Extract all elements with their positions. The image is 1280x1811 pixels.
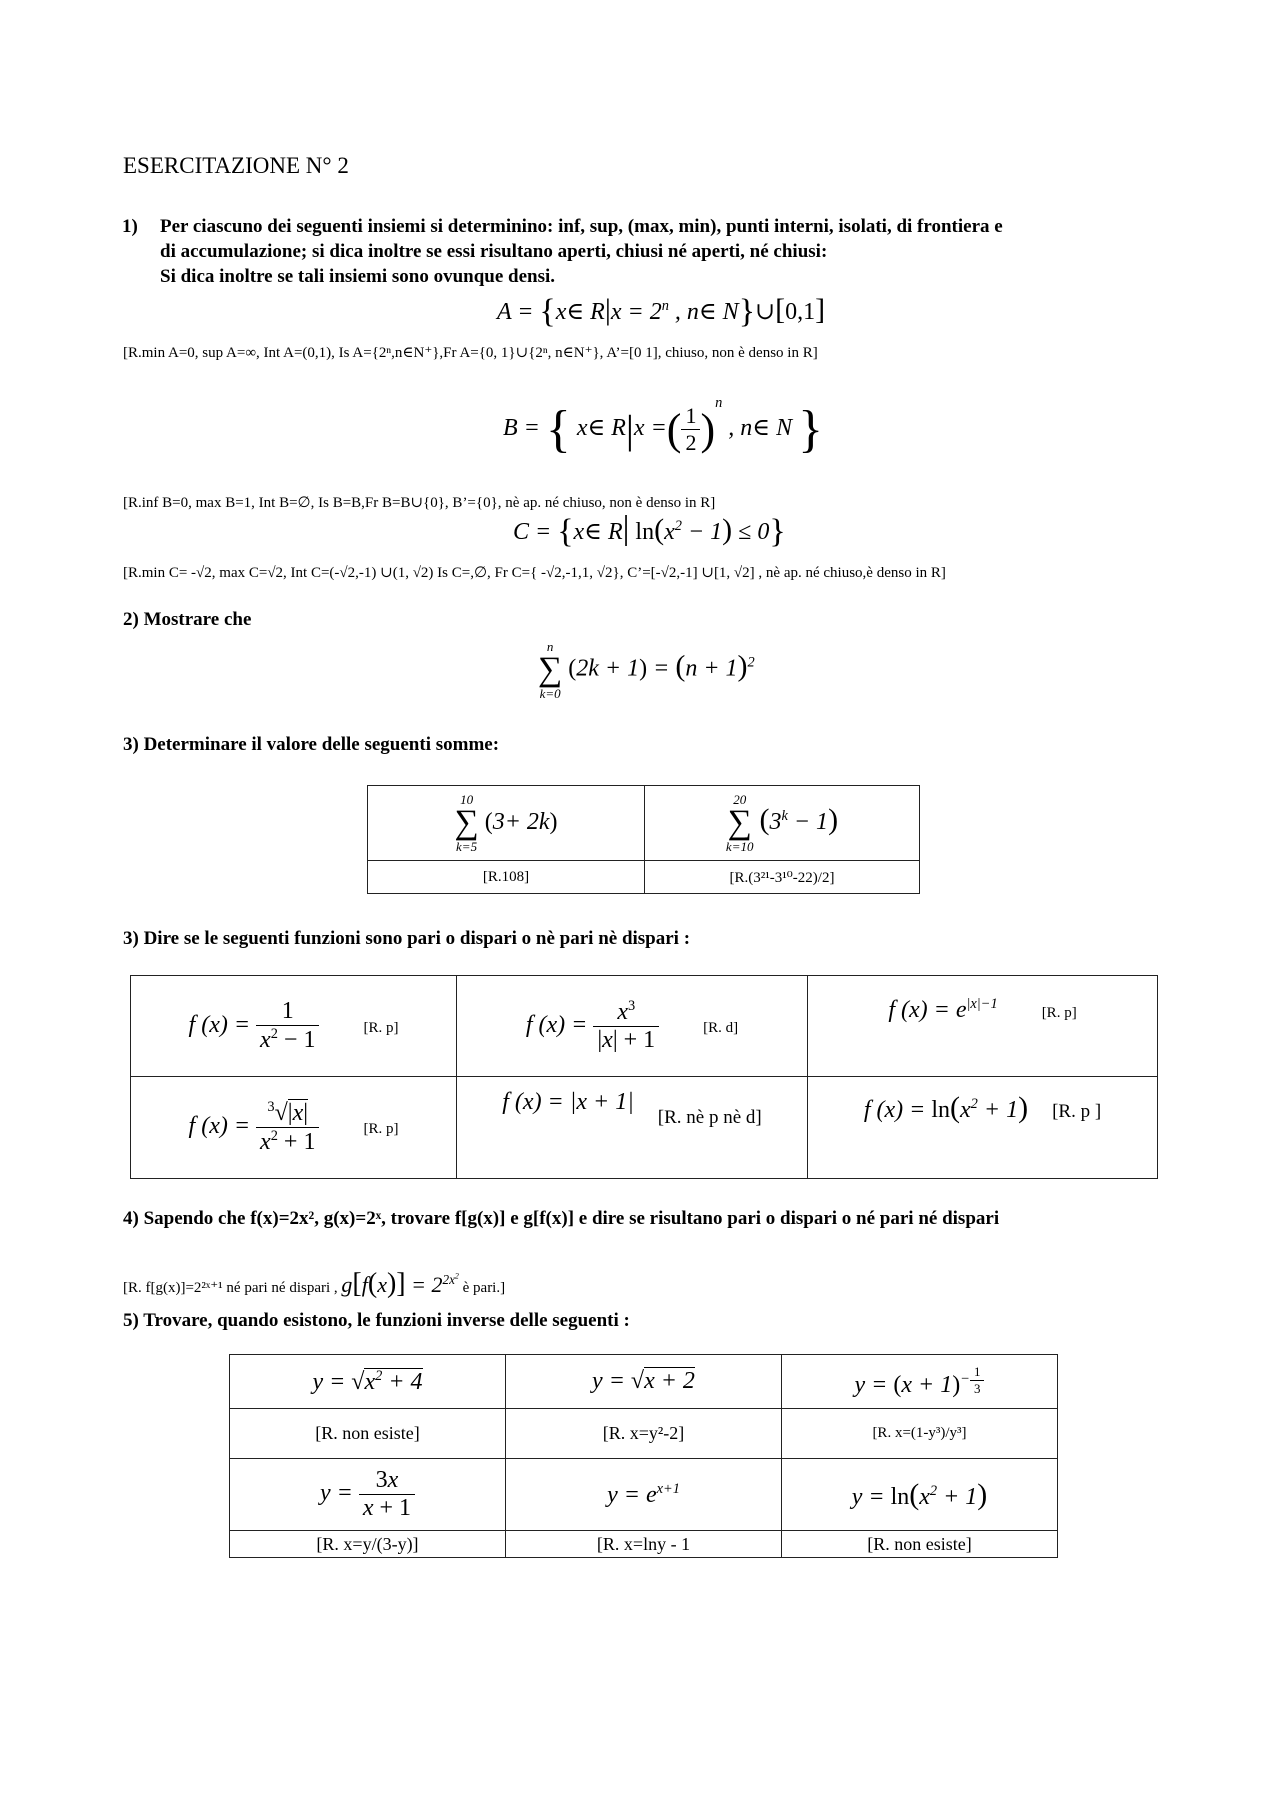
question-1-line-2: di accumulazione; si dica inoltre se essi risultano aperti, chiusi né aperti, né chiusi:: [160, 241, 828, 262]
sums-table: [367, 785, 920, 894]
sum-1-formula: 10 ∑ k=5 (3+ 2k): [454, 792, 558, 854]
question-1-line-3: Si dica inoltre se tali insiemi sono ovunque densi.: [160, 266, 556, 287]
sum-1-answer: [R.108]: [368, 861, 645, 894]
inverse-function-4: y = $\frac{3x}{x + 1}$: [320, 1480, 415, 1506]
parity-function-3: f $(x) = e^{|x|-1}$: [888, 996, 998, 1023]
parity-function-5: f (x) = |x + 1|: [502, 1089, 634, 1115]
answer-set-c: [R.min C= -√2, max C=√2, Int C=(-√2,-1) ∪(1, √2) Is C=,∅, Fr C={ -√2,-1,1, √2}, C’=[-√2,-1] ∪[1, √2] , nè ap. né chiuso,è denso in R]: [123, 565, 946, 581]
question-1-line-1: Per ciascuno dei seguenti insiemi si determinino: inf, sup, (max, min), punti interni, isolati, di frontiera e: [160, 216, 1003, 237]
sum-2-formula: 20 ∑ k=10 $(3^k - 1)$: [725, 792, 839, 854]
inverse-answer-2: [R. x=y²-2]: [506, 1409, 782, 1459]
parity-answer-3: [R. p]: [1041, 1005, 1077, 1021]
inverse-function-6: $y = \ln(x^2 + 1)$: [851, 1477, 988, 1511]
parity-function-4: f (x) = $\frac{^3√|x|}{x^2 + 1}$: [189, 1113, 320, 1139]
parity-function-1: f (x) = $\frac{1}{x^2 - 1}$: [189, 1012, 320, 1038]
inverse-table: [229, 1354, 1058, 1558]
inverse-function-3: $y = (x + 1)^{- \frac{1}{3}}$: [855, 1372, 985, 1398]
parity-cell-3: [808, 976, 1158, 1077]
answer-4: [123, 1268, 505, 1300]
sum-2-answer: [R.(3²¹-3¹⁰-22)/2]: [645, 861, 920, 894]
page-title: ESERCITAZIONE N° 2: [123, 153, 349, 178]
answer-set-a: [R.min A=0, sup A=∞, Int A=(0,1), Is A={2ⁿ,n∈N⁺},Fr A={0, 1}∪{2ⁿ, n∈N⁺}, A’=[0 1], chiuso, non è denso in R]: [123, 345, 818, 361]
inverse-answer-3: [R. x=(1-y³)/y³]: [782, 1409, 1058, 1459]
parity-function-2: f (x) = $\frac{x^3}{|x| + 1}$: [526, 1012, 659, 1038]
parity-function-6: f $(x) = \ln(x^2 + 1)$: [863, 1091, 1029, 1124]
question-1-number: 1): [122, 216, 138, 237]
inverse-cell-1: [230, 1355, 506, 1409]
parity-cell-1: [131, 976, 457, 1077]
parity-cell-4: [131, 1077, 457, 1179]
parity-cell-2: [457, 976, 808, 1077]
parity-answer-5: [R. nè p nè d]: [657, 1107, 762, 1128]
inverse-function-2: y = √x + 2: [592, 1368, 695, 1394]
question-5-heading: 5) Trovare, quando esistono, le funzioni inverse delle seguenti :: [123, 1310, 630, 1331]
inverse-function-1: $y = √x^2 + 4$: [312, 1367, 423, 1395]
inverse-cell-5: [506, 1459, 782, 1531]
parity-answer-2: [R. d]: [703, 1019, 739, 1036]
question-2-heading: 2) Mostrare che: [123, 609, 252, 630]
parity-answer-6: [R. p ]: [1052, 1101, 1102, 1122]
answer-4-formula: $g[f(x)] = 2^{2x^2}$: [341, 1268, 459, 1299]
question-1: [122, 214, 1170, 289]
sum-1-cell: [368, 786, 645, 861]
answer-4-end: è pari.]: [462, 1280, 506, 1296]
set-c-formula: C = {x∈ R| $\ln(x^2 - 1) \le 0$}: [513, 510, 786, 550]
parity-answer-4: [R. p]: [363, 1121, 399, 1138]
parity-cell-5: [457, 1077, 808, 1179]
question-3b-heading: 3) Dire se le seguenti funzioni sono pari o dispari o nè pari nè dispari :: [123, 928, 691, 949]
question-4-heading: 4) Sapendo che f(x)=2x², g(x)=2ˣ, trovare f[g(x)] e g[f(x)] e dire se risultano pari o dispari o né pari né dispari: [123, 1208, 1000, 1229]
inverse-cell-6: [782, 1459, 1058, 1531]
answer-4-start: [R. f[g(x)]=2²ˣ⁺¹ né pari né dispari ,: [123, 1280, 338, 1296]
inverse-cell-2: [506, 1355, 782, 1409]
question-3a-heading: 3) Determinare il valore delle seguenti somme:: [123, 734, 500, 755]
set-a-formula: A = {x∈ $R|x = 2^n$ , n∈ N}∪[0,1]: [497, 293, 826, 330]
inverse-answer-6: [R. non esiste]: [782, 1531, 1058, 1558]
inverse-answer-1: [R. non esiste]: [230, 1409, 506, 1459]
inverse-answer-4: [R. x=y/(3-y)]: [230, 1531, 506, 1558]
sum-2-cell: [645, 786, 920, 861]
sum-identity-formula: n ∑ k=0 $(2k + 1) = (n + 1)^2$: [538, 639, 755, 701]
inverse-cell-3: [782, 1355, 1058, 1409]
parity-answer-1: [R. p]: [363, 1019, 399, 1036]
parity-table: [130, 975, 1158, 1179]
set-b-formula: B = { x∈ R|x =( $\frac{1}{2}$ )$^n$ , n∈ N }: [503, 395, 824, 458]
inverse-function-5: $y = e^{x+1}$: [607, 1480, 680, 1508]
inverse-answer-5: [R. x=lny - 1: [506, 1531, 782, 1558]
answer-set-b: [R.inf B=0, max B=1, Int B=∅, Is B=B,Fr B=B∪{0}, B’={0}, nè ap. né chiuso, non è denso in R]: [123, 495, 716, 511]
parity-cell-6: [808, 1077, 1158, 1179]
inverse-cell-4: [230, 1459, 506, 1531]
